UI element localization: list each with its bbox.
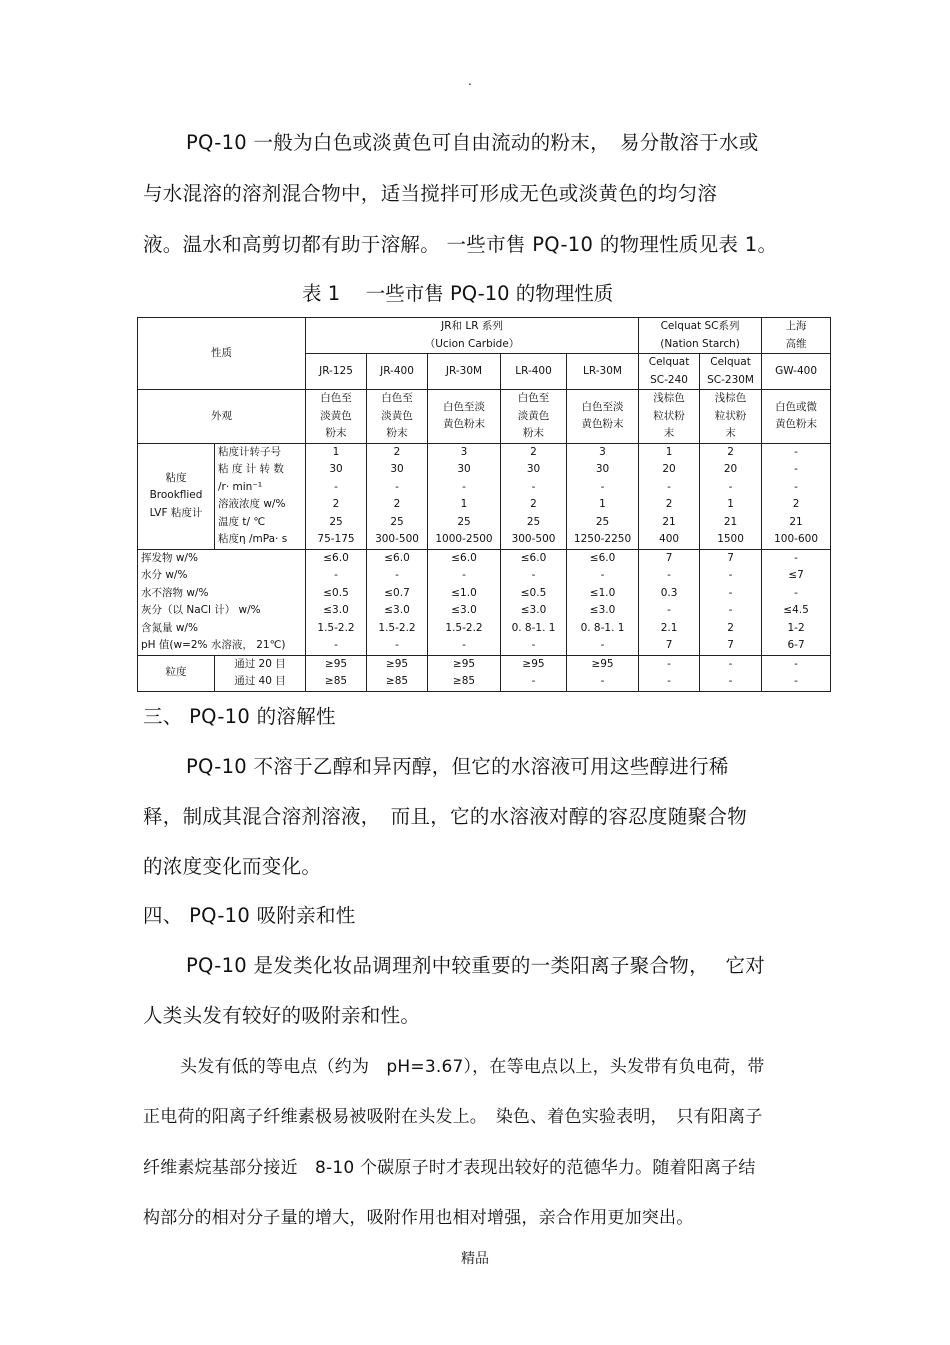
misc-values: ≤6.0 - ≤0.5 ≤3.0 1.5-2.2 - (306, 549, 367, 655)
product-name: JR-125 (306, 354, 367, 390)
product-name: JR-30M (428, 354, 501, 390)
paragraph-line: 与水混溶的溶剂混合物中，适当搅拌可形成无色或淡黄色的均匀溶 (143, 182, 718, 205)
paragraph-line: 构部分的相对分子量的增大，吸附作用也相对增强，亲合作用更加突出。 (143, 1208, 694, 1228)
properties-table (137, 317, 831, 692)
particle-values: - - (639, 655, 700, 691)
appearance-value: 浅棕色 粒状粉 末 (700, 390, 762, 444)
paragraph-line: PQ-10 是发类化妆品调理剂中较重要的一类阳离子聚合物， 它对 (186, 954, 766, 977)
appearance-value: 白色至 淡黄色 粉末 (501, 390, 567, 444)
particle-values: ≥95 ≥85 (306, 655, 367, 691)
row-label-appearance: 外观 (138, 390, 306, 444)
paragraph-line: PQ-10 不溶于乙醇和异丙醇，但它的水溶液可用这些醇进行稀 (186, 755, 729, 778)
misc-property-labels: 挥发物 w/% 水分 w/% 水不溶物 w/% 灰分（以 NaCl 计） w/% 含氮量 w/% pH 值(w=2% 水溶液， 21℃) (138, 549, 306, 655)
row-label-viscosity: 粘度 Brookflied LVF 粘度计 (138, 443, 215, 549)
paragraph-line: 纤维素烷基部分接近 8-10 个碳原子时才表现出较好的范德华力。随着阳离子结 (143, 1158, 756, 1178)
product-name: LR-30M (567, 354, 639, 390)
appearance-value: 白色至 淡黄色 粉末 (306, 390, 367, 444)
paragraph-line: 的浓度变化而变化。 (143, 855, 322, 878)
misc-values: ≤6.0 - ≤1.0 ≤3.0 0. 8-1. 1 - (567, 549, 639, 655)
paragraph-line: 释，制成其混合溶剂溶液， 而且，它的水溶液对醇的容忍度随聚合物 (143, 805, 748, 828)
viscosity-values: 3 30 - 1 25 1250-2250 (567, 443, 639, 549)
misc-values: - ≤7 - ≤4.5 1-2 6-7 (762, 549, 831, 655)
misc-values: ≤6.0 - ≤0.7 ≤3.0 1.5-2.2 - (367, 549, 428, 655)
section-heading: 三、 PQ-10 的溶解性 (143, 705, 336, 728)
footer-label: 精品 (461, 1251, 489, 1267)
paragraph-line: 头发有低的等电点（约为 pH=3.67），在等电点以上，头发带有负电荷，带 (180, 1057, 765, 1077)
product-name: Celquat SC-240 (639, 354, 700, 390)
viscosity-values: 2 20 - 1 21 1500 (700, 443, 762, 549)
particle-values: - - (700, 655, 762, 691)
particle-sub-labels: 通过 20 目 通过 40 目 (215, 655, 306, 691)
appearance-value: 浅棕色 粒状粉 末 (639, 390, 700, 444)
product-name: Celquat SC-230M (700, 354, 762, 390)
paragraph-line: PQ-10 一般为白色或淡黄色可自由流动的粉末， 易分散溶于水或 (186, 131, 759, 154)
misc-values: ≤6.0 - ≤1.0 ≤3.0 1.5-2.2 - (428, 549, 501, 655)
table-caption: 表 1 一些市售 PQ-10 的物理性质 (302, 282, 614, 305)
misc-values: ≤6.0 - ≤0.5 ≤3.0 0. 8-1. 1 - (501, 549, 567, 655)
paragraph-line: 液。温水和高剪切都有助于溶解。 一些市售 PQ-10 的物理性质见表 1。 (143, 233, 778, 256)
appearance-value: 白色至淡 黄色粉末 (567, 390, 639, 444)
row-label-particle-size: 粒度 (138, 655, 215, 691)
paragraph-line: 人类头发有较好的吸附亲和性。 (143, 1004, 421, 1027)
particle-values: ≥95 - (501, 655, 567, 691)
appearance-value: 白色或微 黄色粉末 (762, 390, 831, 444)
viscosity-sub-labels: 粘度计转子号 粘 度 计 转 数 /r· min⁻¹ 溶液浓度 w/% 温度 t/ ℃ 粘度η /mPa· s (215, 443, 306, 549)
appearance-value: 白色至淡 黄色粉末 (428, 390, 501, 444)
particle-values: ≥95 - (567, 655, 639, 691)
viscosity-values: 1 30 - 2 25 75-175 (306, 443, 367, 549)
header-group-jr-lr: JR和 LR 系列 （Ucion Carbide） (306, 318, 639, 354)
product-name: JR-400 (367, 354, 428, 390)
viscosity-values: 2 30 - 2 25 300-500 (367, 443, 428, 549)
viscosity-values: 3 30 - 1 25 1000-2500 (428, 443, 501, 549)
particle-values: - - (762, 655, 831, 691)
misc-values: 7 - 0.3 - 2.1 7 (639, 549, 700, 655)
viscosity-values: - - - 2 21 100-600 (762, 443, 831, 549)
viscosity-values: 2 30 - 2 25 300-500 (501, 443, 567, 549)
misc-values: 7 - - - 2 7 (700, 549, 762, 655)
particle-values: ≥95 ≥85 (367, 655, 428, 691)
appearance-value: 白色至 淡黄色 粉末 (367, 390, 428, 444)
header-mark: . (468, 74, 472, 88)
product-name: GW-400 (762, 354, 831, 390)
particle-values: ≥95 ≥85 (428, 655, 501, 691)
section-heading: 四、 PQ-10 吸附亲和性 (143, 904, 356, 927)
header-group-celquat: Celquat SC系列 (Nation Starch) (639, 318, 762, 354)
header-group-shanghai: 上海 高维 (762, 318, 831, 354)
viscosity-values: 1 20 - 2 21 400 (639, 443, 700, 549)
header-property: 性质 (138, 318, 306, 390)
paragraph-line: 正电荷的阳离子纤维素极易被吸附在头发上。 染色、着色实验表明， 只有阳离子 (143, 1107, 763, 1127)
product-name: LR-400 (501, 354, 567, 390)
